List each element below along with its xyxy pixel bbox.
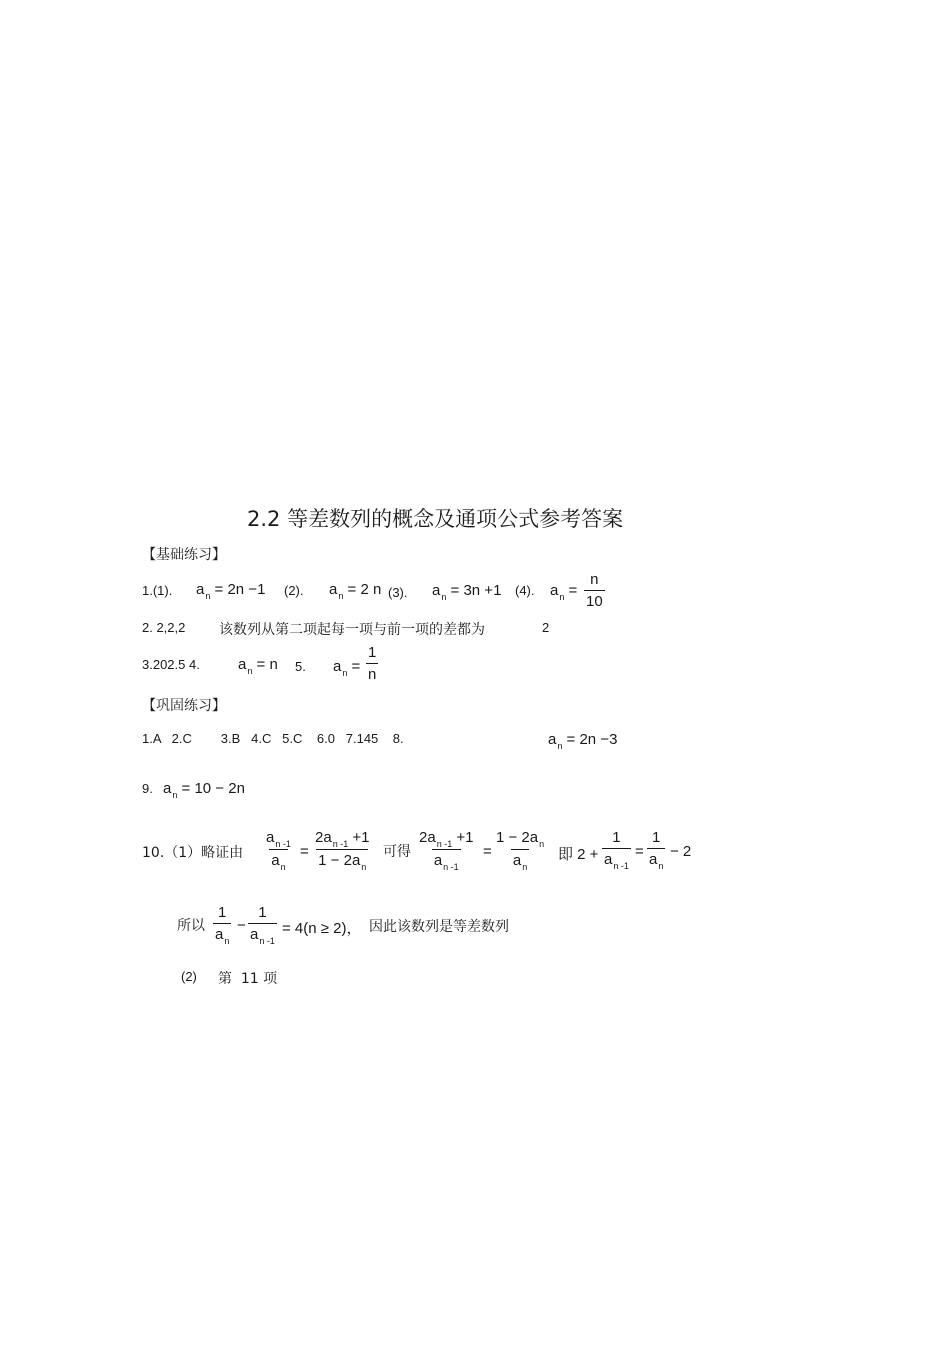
fraction-numerator: 1 [368, 644, 377, 661]
q1-label-4: (4). [515, 583, 535, 598]
equals-sign: = [300, 843, 309, 860]
q10-part2-text: 第 11 项 [218, 971, 278, 987]
q10-fraction-8 [248, 905, 277, 944]
var-a: a [271, 852, 280, 869]
q10-fraction-6 [647, 830, 665, 869]
var-a: a [333, 658, 342, 675]
q5-eq-eq: = [351, 658, 361, 675]
subscript-n-1: n -1 [332, 839, 349, 849]
subscript-n: n [224, 936, 230, 946]
fraction-numerator: 1 [258, 904, 267, 921]
fraction-denominator [602, 848, 631, 869]
q1-label-2: (2). [284, 583, 304, 598]
q1-eq-4 [550, 582, 578, 602]
q10-fraction-1 [264, 830, 293, 870]
fraction-numerator: 1 [218, 904, 227, 921]
fraction-numerator [264, 830, 293, 849]
q5-label: 5. [295, 659, 306, 674]
fraction-numerator: 1 [652, 829, 661, 846]
term-1-minus-2a: 1 − 2a [496, 829, 539, 846]
var-a: a [196, 581, 205, 598]
var-a: a [250, 926, 259, 943]
q1-label-1: 1.(1). [142, 583, 173, 598]
q2-value: 2 [542, 620, 550, 635]
subscript-n: n [539, 839, 545, 849]
fraction-denominator [269, 849, 287, 870]
q8-eq-rhs: = 2n −3 [566, 731, 618, 748]
q10-fraction-2 [313, 830, 371, 870]
term-2a: 2a [315, 829, 332, 846]
subscript-n-1: n -1 [259, 936, 275, 946]
q1-label-3: (3). [388, 585, 408, 600]
q1-eq-3 [432, 582, 502, 602]
equals-sign: = [635, 843, 644, 860]
var-a: a [433, 852, 443, 869]
term-plus-one: +1 [452, 829, 474, 846]
fraction-denominator [647, 848, 665, 869]
q9-eq-rhs: = 10 − 2n [181, 780, 245, 797]
var-a: a [548, 731, 557, 748]
fraction-denominator [511, 849, 529, 870]
fraction-numerator: 1 [612, 829, 621, 846]
q10-part2-label: (2) [181, 969, 197, 984]
q5-eq [333, 658, 361, 678]
fraction-denominator [213, 923, 231, 944]
subscript-n-1: n -1 [275, 839, 291, 849]
q1-eq-2 [329, 581, 382, 601]
consolidate-answers: 1.A 2.C 3.B 4.C 5.C 6.0 7.145 8. [142, 731, 404, 746]
subscript-n: n [172, 790, 178, 800]
var-a: a [604, 851, 613, 868]
fraction-numerator [494, 830, 546, 849]
subscript-n: n [361, 862, 367, 872]
q1-eq-2-rhs: = 2 n [347, 581, 382, 598]
subscript-n: n [441, 592, 447, 602]
q10-minus-two: − 2 [670, 843, 692, 860]
q10-fraction-5 [602, 830, 631, 869]
q10-result: = 4(n ≥ 2)， [282, 920, 362, 937]
q10-label: 10.（1）略证由 [142, 845, 244, 861]
var-a: a [266, 829, 275, 846]
fraction-denominator: 10 [584, 590, 605, 610]
fraction-numerator: n [590, 571, 599, 588]
subscript-n: n [559, 592, 565, 602]
subscript-n: n [557, 741, 563, 751]
q4-eq [238, 656, 278, 676]
var-a: a [329, 581, 338, 598]
q10-fraction-7 [213, 905, 231, 944]
equals-sign: = [483, 843, 492, 860]
fraction-denominator: n [366, 663, 378, 683]
q4-eq-rhs: = n [256, 656, 278, 673]
q1-eq-1 [196, 581, 266, 601]
q2-text: 该数列从第二项起每一项与前一项的差都为 [219, 622, 485, 638]
q10-fraction-4 [494, 830, 546, 870]
var-a: a [512, 852, 522, 869]
var-a: a [163, 780, 172, 797]
subscript-n: n [338, 591, 344, 601]
subscript-n: n [280, 862, 286, 872]
var-a: a [215, 926, 224, 943]
var-a: a [432, 582, 441, 599]
section-heading-basic: 【基础练习】 [142, 547, 226, 563]
q10-conclusion: 因此该数列是等差数列 [369, 919, 509, 935]
page-title: 2.2 等差数列的概念及通项公式参考答案 [247, 507, 624, 531]
q10-fraction-3 [417, 830, 475, 870]
q8-eq [548, 731, 618, 751]
term-2a: 2a [419, 829, 436, 846]
section-heading-consolidate: 【巩固练习】 [142, 698, 226, 714]
q5-fraction [366, 645, 378, 683]
subscript-n: n [342, 668, 348, 678]
subscript-n-1: n -1 [443, 862, 459, 872]
q10-suoyi: 所以 [177, 918, 205, 934]
q2-label: 2. 2,2,2 [142, 620, 186, 635]
fraction-denominator [248, 923, 277, 944]
q9-label: 9. [142, 781, 153, 796]
subscript-n-1: n -1 [613, 861, 629, 871]
var-a: a [238, 656, 247, 673]
subscript-n-1: n -1 [436, 839, 453, 849]
fraction-numerator [313, 830, 371, 849]
fraction-denominator [432, 849, 461, 870]
q10-text-ji: 即 2 + [558, 846, 599, 863]
subscript-n: n [247, 666, 253, 676]
term-plus-one: +1 [348, 829, 370, 846]
var-a: a [550, 582, 559, 599]
fraction-denominator [316, 849, 368, 870]
fraction-numerator [417, 830, 475, 849]
q1-eq-3-rhs: = 3n +1 [450, 582, 502, 599]
q10-text-kede: 可得 [383, 844, 411, 860]
var-a: a [649, 851, 658, 868]
q1-eq-4-fraction [584, 572, 605, 610]
q1-eq-4-eq: = [568, 582, 578, 599]
q3-label: 3.202.5 4. [142, 657, 200, 672]
subscript-n: n [522, 862, 528, 872]
subscript-n: n [658, 861, 664, 871]
term-1-minus-2a: 1 − 2a [318, 852, 361, 869]
subscript-n: n [205, 591, 211, 601]
minus-sign: − [237, 917, 246, 934]
q1-eq-1-rhs: = 2n −1 [214, 581, 266, 598]
q9-eq [163, 780, 245, 800]
